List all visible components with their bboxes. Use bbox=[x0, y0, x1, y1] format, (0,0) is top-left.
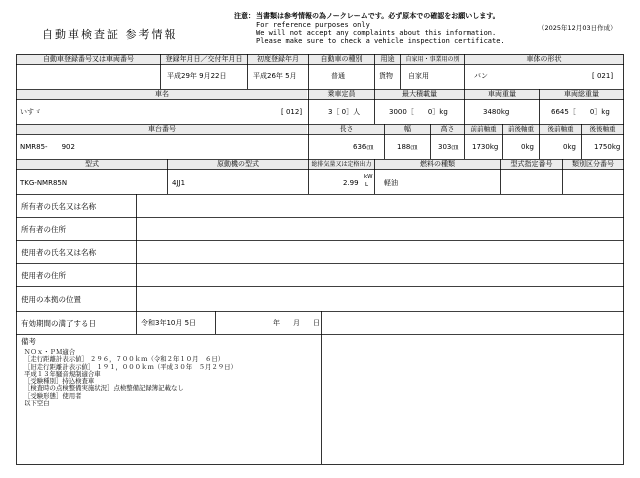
notice-label: 注意： bbox=[234, 12, 255, 20]
header-max-load: 最大積載量 bbox=[375, 90, 464, 99]
displacement-unit-kw: kW bbox=[364, 174, 373, 180]
owner-address-label: 所有者の住所 bbox=[21, 225, 66, 234]
header-type-no: 型式指定番号 bbox=[501, 160, 562, 169]
header-use: 用途 bbox=[375, 55, 400, 64]
vehicle-type: 普通 bbox=[331, 72, 345, 80]
notice-line-2: For reference purposes only bbox=[256, 21, 370, 29]
body-shape-code: [ 021] bbox=[592, 72, 614, 80]
displacement: 2.99 bbox=[343, 179, 359, 187]
header-maker: 車名 bbox=[17, 90, 307, 99]
height: 303㎝ bbox=[438, 143, 459, 151]
user-address-label: 使用者の住所 bbox=[21, 271, 66, 280]
model-code: TKG-NMR85N bbox=[20, 179, 68, 187]
year-label: 年 bbox=[273, 319, 280, 327]
fuel-type: 軽油 bbox=[384, 179, 398, 187]
maker-code: [ 012] bbox=[281, 108, 303, 116]
chassis-number: NMR85- 902 bbox=[20, 143, 75, 151]
header-weight: 車両重量 bbox=[465, 90, 539, 99]
header-height: 高さ bbox=[431, 125, 464, 134]
notice-line-4: Please make sure to check a vehicle inspection certificate. bbox=[256, 37, 505, 45]
length: 636㎝ bbox=[353, 143, 374, 151]
private-business: 自家用 bbox=[408, 72, 429, 80]
use: 貨物 bbox=[379, 72, 393, 80]
width: 188㎝ bbox=[397, 143, 418, 151]
header-chassis: 車台番号 bbox=[17, 125, 307, 134]
header-front-rear-axle: 前後軸重 bbox=[503, 125, 539, 134]
notice-line-1: 当書類は参考情報の為ノークレームです。必ず原本での確認をお願いします。 bbox=[256, 12, 500, 20]
remarks-line: 平成１３年騒音規制適合車 bbox=[24, 369, 101, 378]
header-reg-no: 自動車登録番号又は車両番号 bbox=[17, 55, 160, 64]
header-shape: 車体の形状 bbox=[465, 55, 623, 64]
header-width: 幅 bbox=[385, 125, 430, 134]
header-first-reg: 登録年月日／交付年月日 bbox=[161, 55, 247, 64]
remarks-line: ［検査時の点検整備実施状況］点検整備記録簿記載なし bbox=[24, 384, 184, 393]
created-date: （2025年12月03日作成） bbox=[538, 24, 617, 32]
remarks-line: ［受験種別］持込検査車 bbox=[24, 377, 95, 386]
header-class-no: 類別区分番号 bbox=[563, 160, 623, 169]
remarks-line: ＮＯｘ・ＰＭ適合 bbox=[24, 348, 76, 356]
first-reg-year: 平成26年 5月 bbox=[253, 72, 297, 80]
body-shape: バン bbox=[474, 72, 488, 80]
header-rear-rear-axle: 後後軸重 bbox=[582, 125, 623, 134]
rear-front-axle: 0kg bbox=[563, 143, 576, 151]
user-name-label: 使用者の氏名又は名称 bbox=[21, 248, 96, 257]
remarks-body bbox=[24, 349, 237, 407]
max-load: 3000［ 0］kg bbox=[389, 108, 448, 116]
remarks-line: ［受験形態］使用者 bbox=[24, 391, 82, 400]
displacement-unit-l: L bbox=[365, 182, 369, 188]
remarks-line: ［走行距離計表示値］ ２９６，７００ｋｍ（令和２年１０月 ６日） bbox=[24, 355, 225, 364]
header-first-year: 初度登録年月 bbox=[248, 55, 308, 64]
header-front-front-axle: 前前軸重 bbox=[465, 125, 502, 134]
rear-rear-axle: 1750kg bbox=[594, 143, 621, 151]
expiry-label: 有効期間の満了する日 bbox=[21, 319, 96, 328]
owner-name-label: 所有者の氏名又は名称 bbox=[21, 202, 96, 211]
remarks-label: 備考 bbox=[21, 337, 36, 346]
header-model: 型式 bbox=[17, 160, 167, 169]
remarks-line: 以下空白 bbox=[24, 399, 50, 408]
engine-model: 4JJ1 bbox=[172, 179, 186, 187]
header-fuel: 燃料の種類 bbox=[375, 160, 500, 169]
front-front-axle: 1730kg bbox=[472, 143, 499, 151]
maker-name: いすゞ bbox=[20, 108, 41, 116]
header-capacity: 乗車定員 bbox=[309, 90, 374, 99]
expiry-date: 令和3年10月 5日 bbox=[141, 319, 197, 327]
base-location-label: 使用の本拠の位置 bbox=[21, 295, 81, 304]
header-private: 自家用・事業用の別 bbox=[401, 55, 464, 64]
header-vehicle-type: 自動車の種別 bbox=[309, 55, 374, 64]
month-label: 月 bbox=[293, 319, 300, 327]
gross-weight: 6645［ 0］kg bbox=[551, 108, 610, 116]
vehicle-weight: 3480kg bbox=[483, 108, 510, 116]
capacity: 3［ 0］人 bbox=[328, 108, 361, 116]
notice-line-3: We will not accept any complaints about this information. bbox=[256, 29, 497, 37]
front-rear-axle: 0kg bbox=[521, 143, 534, 151]
header-length: 長さ bbox=[309, 125, 384, 134]
header-displacement: 総排気量又は定格出力 bbox=[309, 160, 374, 169]
header-gross: 車両総重量 bbox=[540, 90, 623, 99]
header-engine: 原動機の型式 bbox=[168, 160, 308, 169]
remarks-line: ［旧走行距離計表示値］ １９１，０００ｋｍ（平成３０年 ５月２９日） bbox=[24, 362, 237, 371]
day-label: 日 bbox=[313, 319, 320, 327]
header-rear-front-axle: 後前軸重 bbox=[540, 125, 581, 134]
first-reg-date: 平成29年 9月22日 bbox=[167, 72, 227, 80]
document-title: 自動車検査証 参考情報 bbox=[42, 28, 178, 41]
